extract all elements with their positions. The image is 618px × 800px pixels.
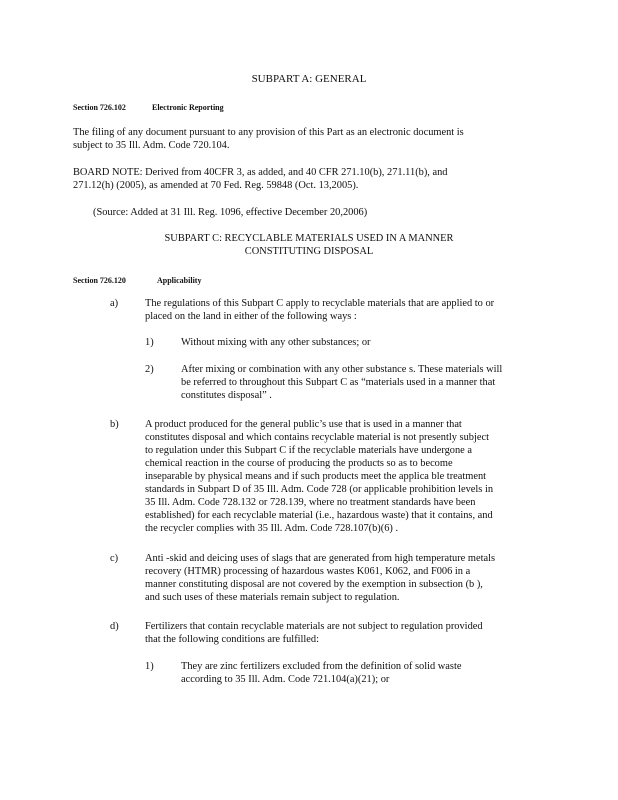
item-a-label: a) <box>110 298 119 309</box>
item-b-line-5: inseparable by physical means and if such products meet the applica ble treatment <box>145 471 487 482</box>
filing-line-1: The filing of any document pursuant to any provision of this Part as an electronic document is <box>73 127 464 138</box>
item-b-line-6: standards in Subpart D of 35 Ill. Adm. Code 728 (or applicable prohibition levels in <box>145 484 494 495</box>
item-b-line-8: established) for each recyclable material (i.e., hazardous waste) that it contains, and <box>145 510 493 521</box>
item-d1-label: 1) <box>145 661 154 672</box>
filing-line-2: subject to 35 Ill. Adm. Code 720.104. <box>73 140 230 151</box>
item-a2-line-1: After mixing or combination with any other substance s. These materials will <box>181 364 503 375</box>
section-726-102-number: Section 726.102 <box>73 103 126 112</box>
item-a1-line-1: Without mixing with any other substances; or <box>181 337 371 348</box>
source-note: (Source: Added at 31 Ill. Reg. 1096, effective December 20,2006) <box>93 207 368 218</box>
subpart-c-heading-line-1: SUBPART C: RECYCLABLE MATERIALS USED IN A MANNER <box>164 233 454 244</box>
item-a2-label: 2) <box>145 364 154 375</box>
item-d-line-1: Fertilizers that contain recyclable materials are not subject to regulation provided <box>145 621 483 632</box>
section-726-120-title: Applicability <box>157 276 202 285</box>
section-726-120-number: Section 726.120 <box>73 276 126 285</box>
item-b-line-3: to regulation under this Subpart C if the recyclable materials have undergone a <box>145 445 473 456</box>
item-a1-label: 1) <box>145 337 154 348</box>
item-c-line-3: manner constituting disposal are not covered by the exemption in subsection (b ), <box>145 579 483 590</box>
item-c-line-2: recovery (HTMR) processing of hazardous wastes K061, K062, and F006 in a <box>145 566 471 577</box>
item-d1-line-1: They are zinc fertilizers excluded from the definition of solid waste <box>181 661 462 672</box>
subpart-c-heading-line-2: CONSTITUTING DISPOSAL <box>244 246 374 257</box>
item-c-line-1: Anti -skid and deicing uses of slags that are generated from high temperature metals <box>145 553 495 564</box>
item-b-line-4: chemical reaction in the course of producing the products so as to become <box>145 458 453 469</box>
item-c-line-4: and such uses of these materials remain subject to regulation. <box>145 592 400 603</box>
item-b-line-1: A product produced for the general public’s use that is used in a manner that <box>145 419 462 430</box>
board-note-line-1: BOARD NOTE: Derived from 40CFR 3, as added, and 40 CFR 271.10(b), 271.11(b), and <box>73 167 448 178</box>
item-a2-line-2: be referred to throughout this Subpart C as “materials used in a manner that <box>181 377 496 388</box>
item-d-line-2: that the following conditions are fulfilled: <box>145 634 320 645</box>
board-note-line-2: 271.12(h) (2005), as amended at 70 Fed. Reg. 59848 (Oct. 13,2005). <box>73 180 359 191</box>
item-b-label: b) <box>110 419 119 430</box>
item-a2-line-3: constitutes disposal” . <box>181 390 272 401</box>
item-b-line-9: the recycler complies with 35 Ill. Adm. Code 728.107(b)(6) . <box>145 523 399 534</box>
item-a-line-1: The regulations of this Subpart C apply to recyclable materials that are applied to or <box>145 298 495 309</box>
item-a-line-2: placed on the land in either of the following ways : <box>145 311 357 322</box>
item-c-label: c) <box>110 553 119 564</box>
section-726-102-title: Electronic Reporting <box>152 103 224 112</box>
item-d1-line-2: according to 35 Ill. Adm. Code 721.104(a)(21); or <box>181 674 390 685</box>
subpart-a-heading: SUBPART A: GENERAL <box>251 73 367 85</box>
item-b-line-7: 35 Ill. Adm. Code 728.132 or 728.139, where no treatment standards have been <box>145 497 476 508</box>
item-b-line-2: constitutes disposal and which contains recyclable material is not presently subject <box>145 432 489 443</box>
item-d-label: d) <box>110 621 119 632</box>
